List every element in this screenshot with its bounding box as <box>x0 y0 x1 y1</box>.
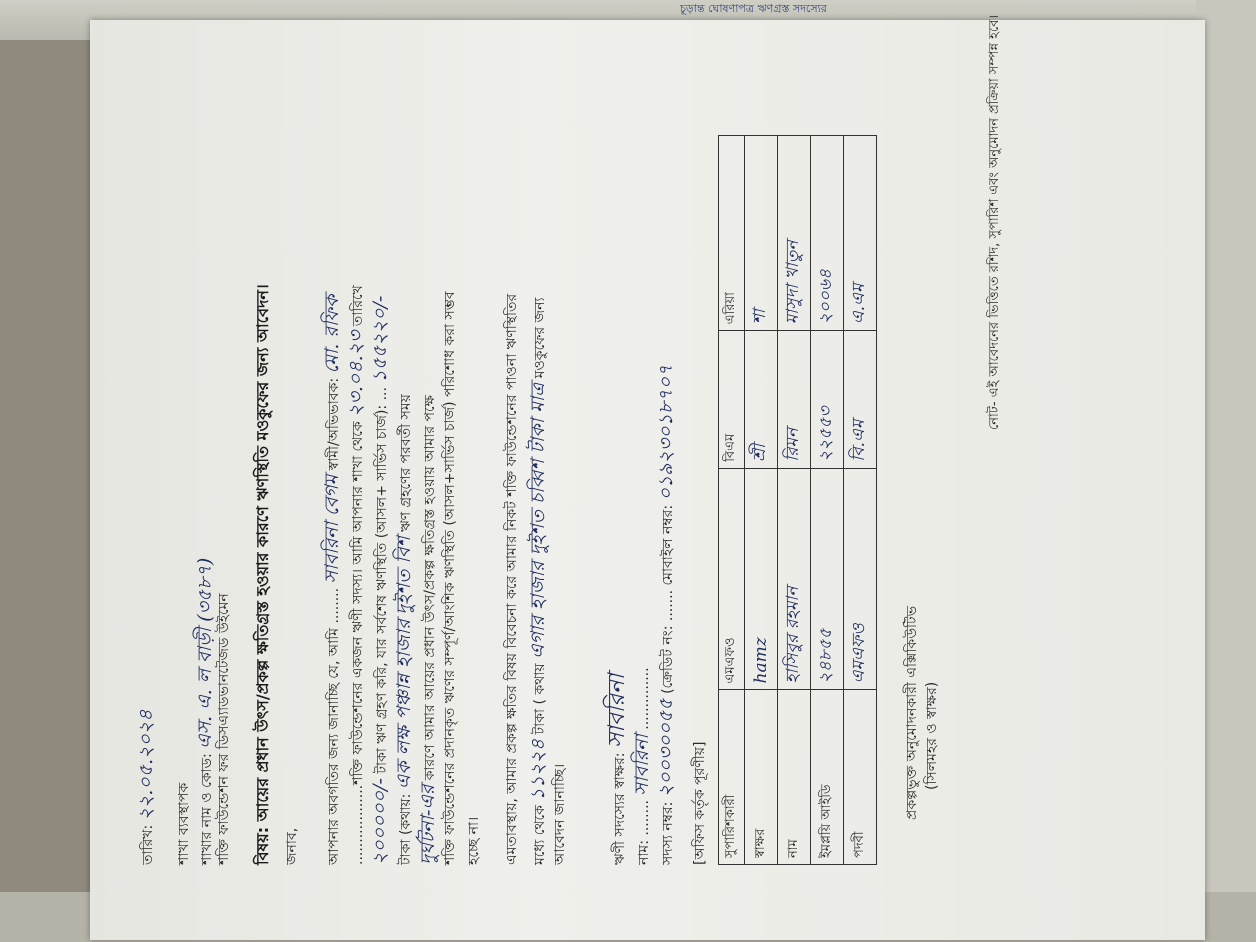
credit-label: (ক্রেডিট নং: <box>660 625 676 694</box>
balance-hand: ১৫৫২২০/- <box>369 295 391 383</box>
application-paper <box>90 14 1205 940</box>
letter-body <box>90 14 1185 910</box>
table-header: এমএফও <box>719 468 745 690</box>
amount-words-hand-2: দুইশত বিশ <box>393 536 415 616</box>
table-cell: এ.এম <box>844 136 877 331</box>
para1-text: টাকা ঋণ গ্রহণ করি, যার সর্বশেষ ঋণস্থিতি (আসল+ সার্ভিস চার্জ): ... <box>374 387 390 774</box>
member-signature-label: ঋণী সদস্যের স্বাক্ষর: <box>612 752 628 865</box>
recipient-line-3: শক্তি ফাউন্ডেশন ফর ডিসএ্যাডভানটেজড উইমেন <box>216 593 232 865</box>
row-label: নাম <box>778 690 811 865</box>
para2-line3: আবেদন জানাচ্ছি। <box>552 763 568 865</box>
branch-label: শাখার নাম ও কোড: <box>199 753 215 865</box>
table-cell: ২০০৬৪ <box>811 136 844 331</box>
table-cell: বি.এম <box>844 331 877 469</box>
table-row <box>778 136 811 865</box>
reason-hand: দুর্ঘটনা-এর <box>417 784 439 865</box>
table-header: সুপারিশকারী <box>719 690 745 865</box>
office-use-label: [অফিস কর্তৃক পূরণীয়] <box>692 741 708 865</box>
table-row <box>844 136 877 865</box>
member-signature: সাবরিনা <box>604 673 630 749</box>
member-name-line: নাম: ........ সাবরিনা .............. <box>631 667 653 865</box>
date-value: ২২.০৫.২০২৪ <box>135 709 157 821</box>
loan-amount-hand: ২০০০০০/- <box>369 778 391 865</box>
background-right <box>1196 0 1256 942</box>
recommendation-table <box>718 135 877 865</box>
waiver-amount-hand: ১১২২৪ <box>527 738 549 801</box>
approver-label: প্রকল্পভুক্ত অনুমোদনকারী এক্সিকিউটিভ <box>904 605 920 820</box>
approver-sub: (সিলমহর ও স্বাক্ষর) <box>924 681 940 790</box>
table-header: এরিয়া <box>719 136 745 331</box>
para2-text: মধ্যে থেকে <box>532 805 548 865</box>
para2-text: টাকা ( কথায় <box>532 663 548 735</box>
para1-line7: হচ্ছে না। <box>466 816 482 865</box>
para1-line6: শক্তি ফাউন্ডেশনের প্রদানকৃত ঋণের সম্পূর্ণ/আংশিক ঋণস্থিতি (আসল+সার্ভিস চার্জ) পরিশোধ করা সম্ভব <box>442 291 458 865</box>
para1-text: ঋণ গ্রহণের পরবর্তী সময় <box>398 394 414 532</box>
para1-text: কারণে আমার আয়ের প্রধান উৎস/প্রকল্প ক্ষতিগ্রস্ত হওয়ায় আমার পক্ষে <box>422 395 438 781</box>
table-row <box>811 136 844 865</box>
mobile-value: ০১৯২৩০১৮৭০৭ <box>655 364 677 501</box>
table-header-row <box>719 136 745 865</box>
table-cell: শ্রী <box>745 331 778 469</box>
member-name-hand: সাবরিনা বেগম <box>321 474 343 584</box>
table-cell: এমএফও <box>844 468 877 690</box>
member-name-label: নাম: <box>636 840 652 865</box>
row-label: স্বাক্ষর <box>745 690 778 865</box>
salutation: জনাব, <box>284 827 300 865</box>
table-header: বিএম <box>719 331 745 469</box>
footer-note: নোট- এই আবেদনের ভিত্তিতে রশিদ, সুপারিশ এবং অনুমোদন প্রক্রিয়া সম্পন্ন হবে। <box>987 14 1002 430</box>
amount-words-hand-1: এক লক্ষ পঞ্চান্ন হাজার <box>393 619 415 790</box>
table-cell: ২৪৮৫৫ <box>811 468 844 690</box>
waiver-words-hand: এগার হাজার দুইশত চব্বিশ টাকা মাত্র <box>527 382 549 659</box>
member-number-label: সদস্য নম্বর: <box>660 801 676 865</box>
member-name-value: সাবরিনা <box>631 734 653 796</box>
table-cell: hamz <box>745 468 778 690</box>
date-label: তারিখ: <box>140 824 156 865</box>
background-strip-text: চূড়ান্ত ঘোষণাপত্র ঋণগ্রস্ত সদস্যের <box>680 2 827 15</box>
branch-value: এস. এ. ল বাড়ী (৩৫৮৭) <box>194 557 216 749</box>
subject-line: বিষয়: আয়ের প্রধান উৎস/প্রকল্প ক্ষতিগ্রস্ত হওয়ার কারণে ঋণস্থিতি মওকুফের জন্য আবেদন। <box>253 284 272 865</box>
guardian-label: স্বামী/অভিভাবক: <box>326 377 342 471</box>
row-label: পদবী <box>844 690 877 865</box>
loan-date-hand: ২৩.০৪.২৩ <box>345 330 367 417</box>
member-number-line: সদস্য নম্বর: ২০০৩০০৫৫ (ক্রেডিট নং: ....... মোবাইল নম্বর: ০১৯২৩০১৮৭০৭ <box>655 364 677 865</box>
para1-text: তারিখে <box>350 285 366 327</box>
recipient-line-1: শাখা ব্যবস্থাপক <box>176 782 192 865</box>
para2-text: মওকুফের জন্য <box>532 297 548 379</box>
table-cell: শা <box>745 136 778 331</box>
para1-text: টাকা (কথায়: <box>398 793 414 865</box>
table-cell: হাসিবুর রহমান <box>778 468 811 690</box>
table-cell: ২২৫৫৩ <box>811 331 844 469</box>
date-line <box>132 710 164 866</box>
para2-line1: এমতাবস্থায়, আমার প্রকল্প ক্ষতির বিষয় বিবেচনা করে আমার নিকট শক্তি ফাউন্ডেশনের পাওনা ঋণস্থিতির <box>504 293 520 865</box>
table-row <box>745 136 778 865</box>
table-cell: রিমন <box>778 331 811 469</box>
para1-text: ..................শক্তি ফাউন্ডেশনের একজন ঋণী সদস্য। আমি আপনার শাখা থেকে <box>350 421 366 865</box>
guardian-name-hand: মো. রফিক <box>321 294 343 374</box>
table-cell: মাসুদা খাতুন <box>778 136 811 331</box>
member-number-value: ২০০৩০০৫৫ <box>655 698 677 798</box>
row-label: ইমপ্লয়ি আইডি <box>811 690 844 865</box>
para1-text: আপনার অবগতির জন্য জানাচ্ছি যে, আমি ........ <box>326 587 342 865</box>
mobile-label: মোবাইল নম্বর: <box>660 504 676 586</box>
